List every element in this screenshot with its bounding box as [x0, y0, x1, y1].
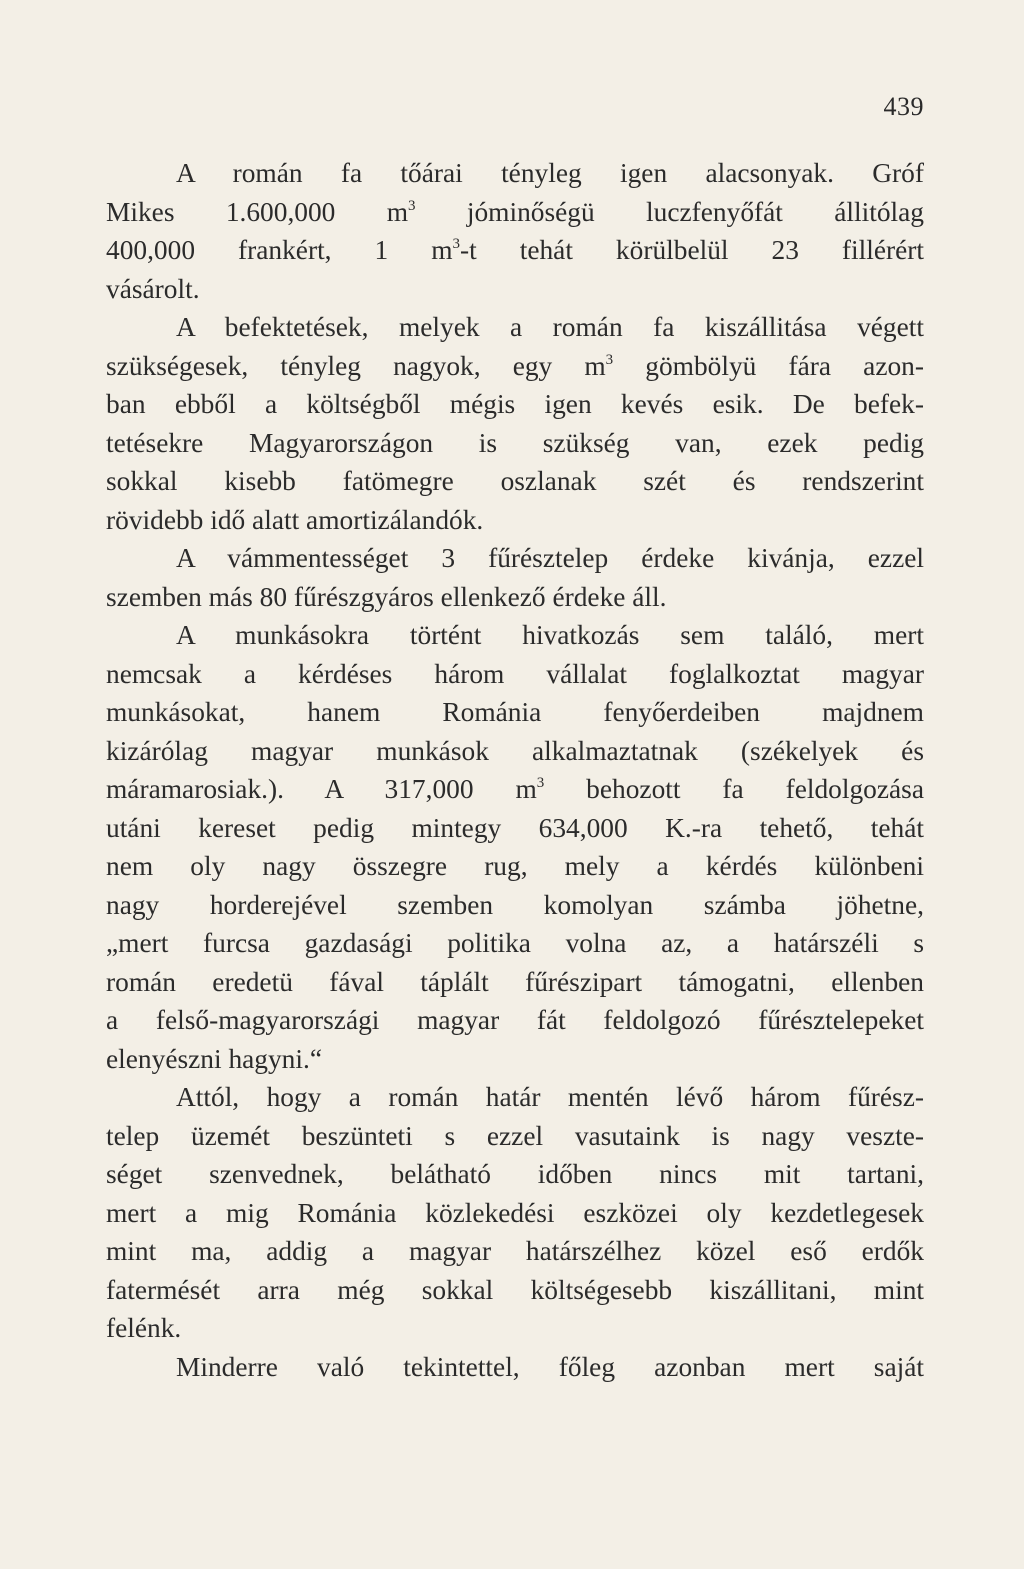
text-line: kizárólag magyar munkások alkalmaztatnak (székelyek és — [106, 735, 924, 766]
text-line: mint ma, addig a magyar határszélhez közel eső erdők — [106, 1236, 924, 1266]
text-line: Mikes 1.600,000 $m^3$ jóminőségü luczfenyőfát állitólag — [106, 196, 924, 227]
text-line: elenyészni hagyni.“ — [106, 1043, 322, 1074]
text-line: telep üzemét beszünteti s ezzel vasutaink is nagy veszte- — [106, 1120, 924, 1151]
text-line: séget szenvednek, belátható időben nincs mit tartani, — [106, 1159, 924, 1189]
text-line: 400,000 frankért, 1 $m^3-t$ tehát körülbelül 23 fillérért — [106, 235, 924, 265]
text-line: munkásokat, hanem Románia fenyőerdeiben majdnem — [106, 697, 924, 727]
page-number: 439 — [883, 92, 924, 121]
text-line: utáni kereset pedig mintegy 634,000 K.-ra tehető, tehát — [106, 812, 924, 843]
text-line: nagy horderejével szemben komolyan számba jöhetne, — [106, 889, 924, 920]
text-line: nem oly nagy összegre rug, mely a kérdés különbeni — [106, 851, 924, 881]
text-line: mert a mig Románia közlekedési eszközei oly kezdetlegesek — [106, 1197, 924, 1228]
text-line: tetésekre Magyarországon is szükség van, ezek pedig — [106, 427, 924, 458]
text-line: ban ebből a költségből mégis igen kevés esik. De befek- — [106, 389, 924, 419]
text-line: Minderre való tekintettel, főleg azonban mert saját — [176, 1351, 924, 1382]
text-line: felénk. — [106, 1313, 182, 1343]
text-line: sokkal kisebb fatömegre oszlanak szét és rendszerint — [106, 466, 924, 496]
text-line: A vámmentességet 3 fűrésztelep érdeke kivánja, ezzel — [176, 543, 924, 573]
text-line: A befektetések, melyek a román fa kiszállitása végett — [176, 312, 924, 342]
text-line: A román fa tőárai tényleg igen alacsonyak. Gróf — [176, 158, 924, 188]
text-line: román eredetü fával táplált fűrészipart támogatni, ellenben — [106, 966, 924, 997]
text-line: „mert furcsa gazdasági politika volna az, a határszéli s — [106, 928, 924, 958]
text-line: rövidebb idő alatt amortizálandók. — [106, 504, 484, 535]
text-line: máramarosiak.). A 317,000 $m^3$ behozott fa feldolgozása — [106, 774, 924, 804]
text-line: szemben más 80 fűrészgyáros ellenkező érdeke áll. — [106, 581, 667, 612]
text-line: vásárolt. — [106, 273, 200, 304]
body-text — [106, 154, 924, 1386]
text-line: A munkásokra történt hivatkozás sem találó, mert — [176, 620, 924, 650]
text-line: fatermését arra még sokkal költségesebb kiszállitani, mint — [106, 1274, 924, 1305]
text-line: nemcsak a kérdéses három vállalat foglalkoztat magyar — [106, 658, 924, 689]
text-line: Attól, hogy a román határ mentén lévő három fűrész- — [176, 1082, 924, 1112]
text-line: a felső-magyarországi magyar fát feldolgozó fűrésztelepeket — [106, 1005, 924, 1035]
text-line: szükségesek, tényleg nagyok, egy $m^3$ gömbölyü fára azon- — [106, 350, 924, 381]
